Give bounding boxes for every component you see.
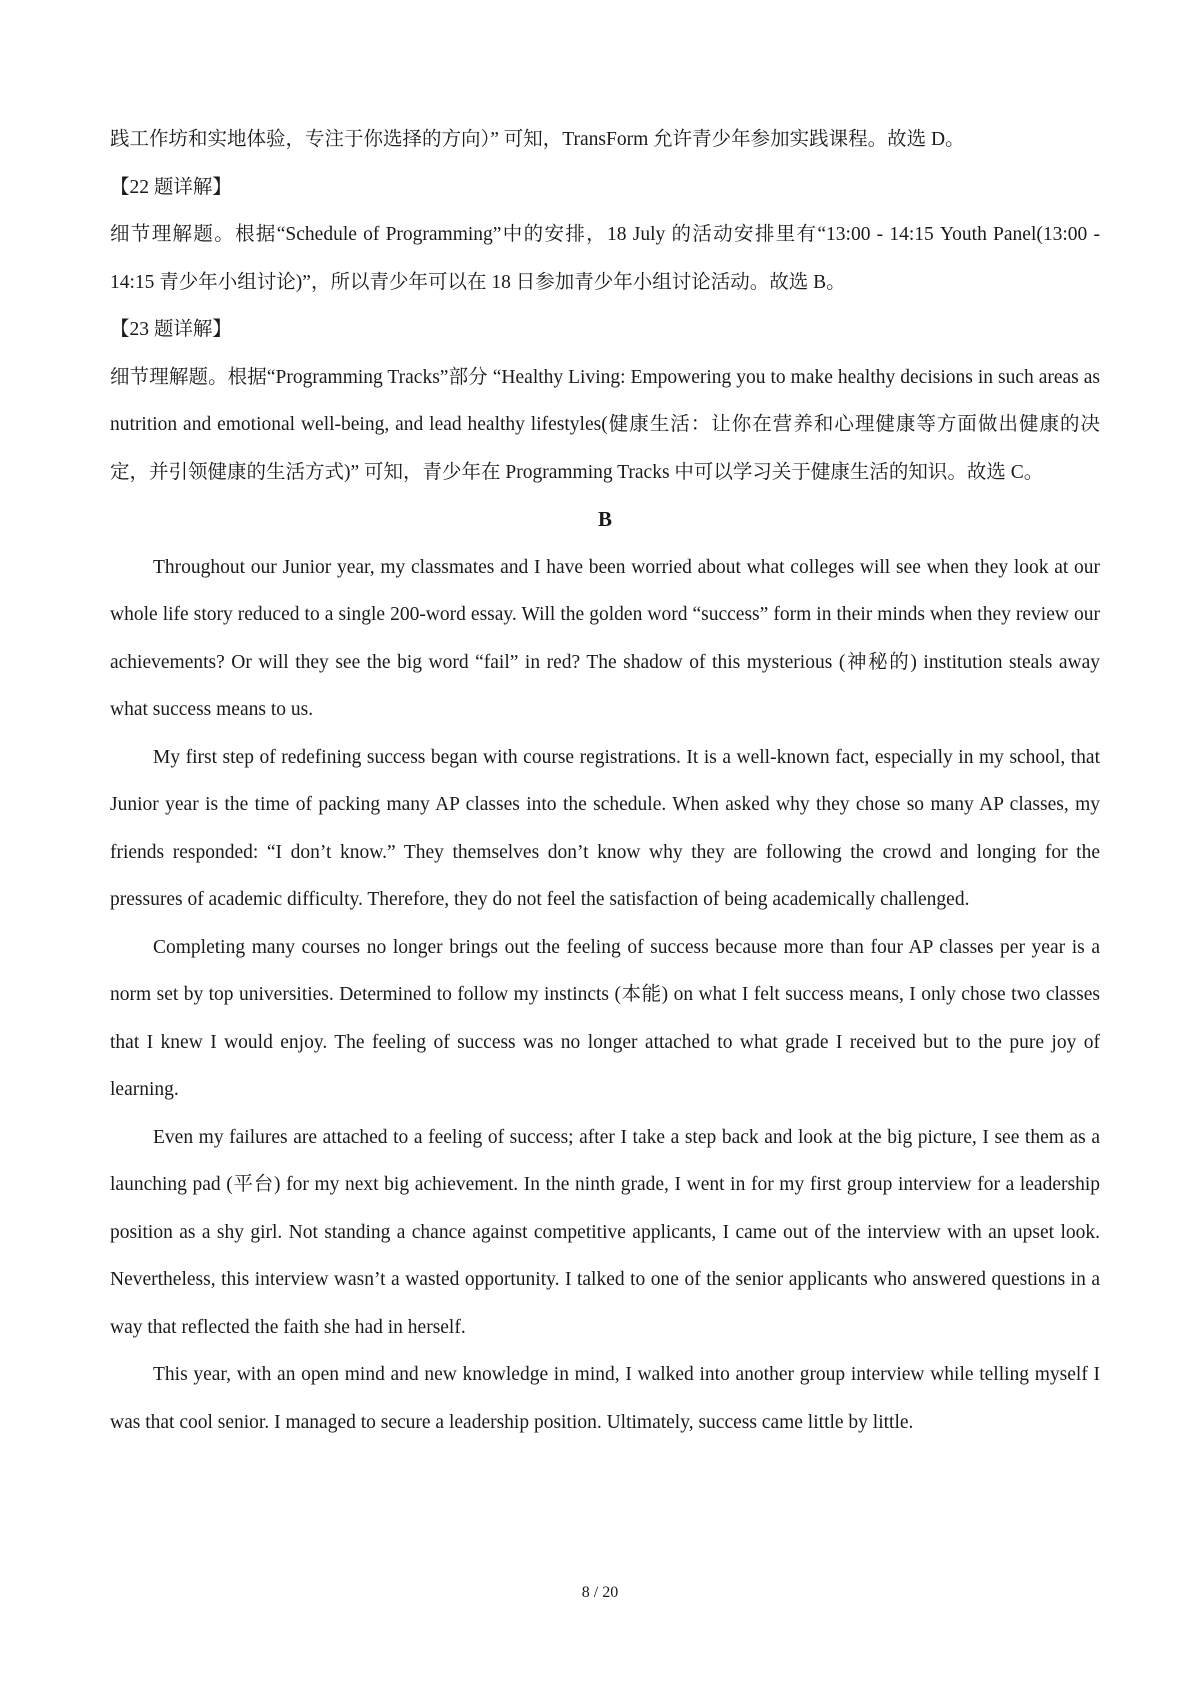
q21-answer-tail: 践工作坊和实地体验，专注于你选择的方向）” 可知，TransForm 允许青少年参加实践课程。故选 D。	[110, 129, 965, 150]
q23-heading: 【23 题详解】	[110, 319, 232, 340]
q22-heading: 【22 题详解】	[110, 176, 232, 198]
page-number: 8 / 20	[581, 1584, 619, 1601]
passage-paragraph: Completing many courses no longer brings out the feeling of success because more than four AP classes per year is a norm set by top universities. Determined to follow my instincts (本能) on what I felt success means, I only chose two classes that I knew I would enjoy. The feeling of success was no longer attached to what grade I received but to the pure joy of learning.	[110, 936, 1100, 1100]
passage-paragraph: My first step of redefining success began with course registrations. It is a well-known fact, especially in my school, that Junior year is the time of packing many AP classes into the schedule. When asked why they chose so many AP classes, my friends responded: “I don’t know.” They themselves don’t know why they are following the crowd and longing for the pressures of academic difficulty. Therefore, they do not feel the satisfaction of being academically challenged.	[110, 746, 1100, 910]
passage-paragraph: Throughout our Junior year, my classmates and I have been worried about what colleges will see when they look at our whole life story reduced to a single 200-word essay. Will the golden word “success” form in their minds when they review our achievements? Or will they see the big word “fail” in red? The shadow of this mysterious (神秘的) institution steals away what success means to us.	[110, 556, 1100, 720]
q22-explanation: 细节理解题。根据“Schedule of Programming”中的安排，18 July 的活动安排里有“13:00 - 14:15 Youth Panel(13:00 - 14:15 青少年小组讨论)”，所以青少年可以在 18 日参加青少年小组讨论活动。故选 B。	[110, 224, 1100, 293]
passage-paragraph: Even my failures are attached to a feeling of success; after I take a step back and look at the big picture, I see them as a launching pad (平台) for my next big achievement. In the ninth grade, I went in for my first group interview for a leadership position as a shy girl. Not standing a chance against competitive applicants, I came out of the interview with an upset look. Nevertheless, this interview wasn’t a wasted opportunity. I talked to one of the senior applicants who answered questions in a way that reflected the faith she had in herself.	[110, 1126, 1100, 1338]
passage-title: B	[597, 507, 612, 531]
document-page	[110, 116, 1100, 1446]
q23-explanation: 细节理解题。根据“Programming Tracks”部分 “Healthy Living: Empowering you to make healthy decisions in such areas as nutrition and emotional well-being, and lead healthy lifestyles(健康生活：让你在营养和心理健康等方面做出健康的决定，并引领健康的生活方式)” 可知，青少年在 Programming Tracks 中可以学习关于健康生活的知识。故选 C。	[110, 366, 1100, 483]
passage-paragraph: This year, with an open mind and new knowledge in mind, I walked into another group interview while telling myself I was that cool senior. I managed to secure a leadership position. Ultimately, success came little by little.	[110, 1364, 1100, 1433]
